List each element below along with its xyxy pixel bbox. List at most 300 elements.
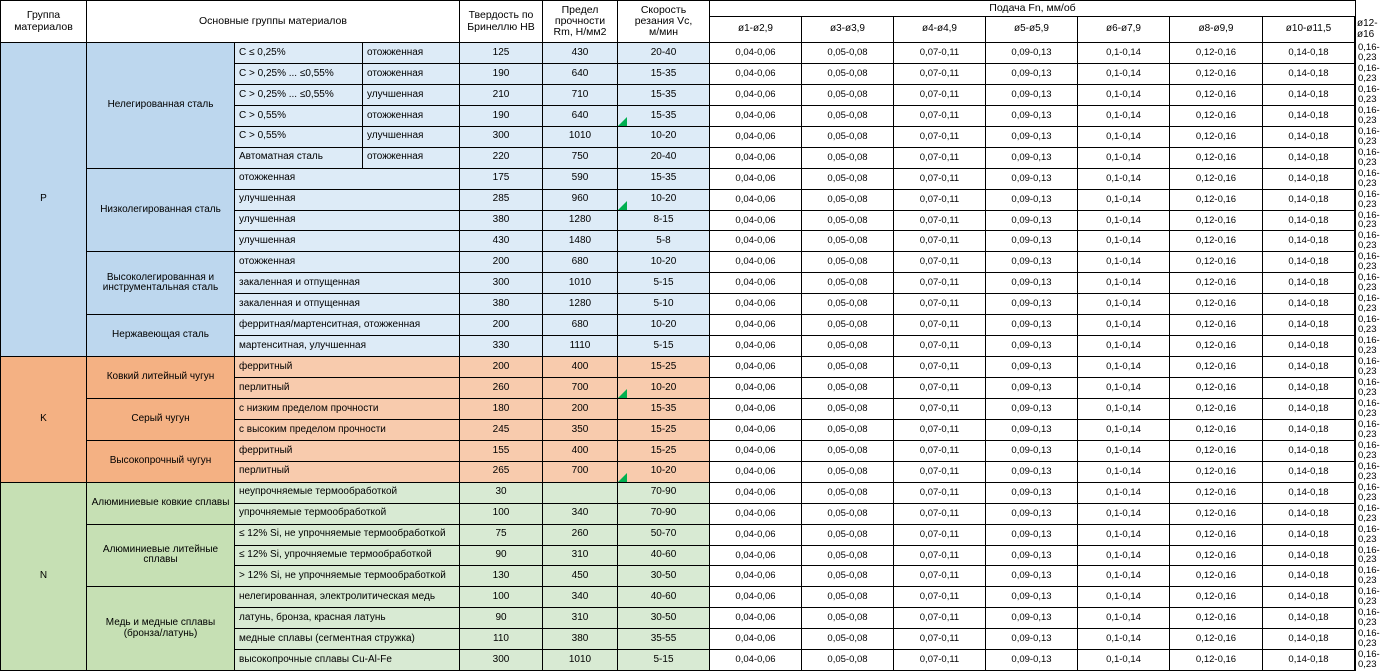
feed-value-col-1: 0,04-0,06 — [710, 189, 802, 210]
feed-value-col-5: 0,1-0,14 — [1078, 84, 1170, 105]
strength-value: 750 — [543, 147, 618, 168]
material-description: ферритный — [235, 357, 460, 378]
feed-value-col-5: 0,1-0,14 — [1078, 629, 1170, 650]
strength-value: 340 — [543, 587, 618, 608]
feed-value-col-6: 0,12-0,16 — [1170, 587, 1263, 608]
strength-value: 380 — [543, 629, 618, 650]
feed-value-col-2: 0,05-0,08 — [802, 650, 894, 671]
material-group-name: Нержавеющая сталь — [87, 315, 235, 357]
feed-value-col-3: 0,07-0,11 — [894, 294, 986, 315]
table-row — [1, 482, 1356, 503]
cutting-speed-value: 15-25 — [618, 419, 710, 440]
feed-value-col-3: 0,07-0,11 — [894, 461, 986, 482]
hardness-value: 430 — [460, 231, 543, 252]
hardness-value: 200 — [460, 315, 543, 336]
feed-value-col-4: 0,09-0,13 — [986, 587, 1078, 608]
feed-value-col-2: 0,05-0,08 — [802, 461, 894, 482]
group-code-k: K — [1, 357, 87, 483]
feed-value-col-6: 0,12-0,16 — [1170, 294, 1263, 315]
material-description: с низким пределом прочности — [235, 398, 460, 419]
material-description: закаленная и отпущенная — [235, 273, 460, 294]
cutting-speed-value: 40-60 — [618, 587, 710, 608]
strength-value: 340 — [543, 503, 618, 524]
feed-value-col-5: 0,1-0,14 — [1078, 378, 1170, 399]
material-description: C > 0,55% — [235, 105, 363, 126]
feed-value-col-8: 0,16-0,23 — [1355, 440, 1356, 461]
cutting-speed-value: 30-50 — [618, 608, 710, 629]
material-condition: отожженная — [363, 43, 460, 64]
feed-value-col-5: 0,1-0,14 — [1078, 273, 1170, 294]
material-description: высокопрочные сплавы Cu-Al-Fe — [235, 650, 460, 671]
material-condition: улучшенная — [363, 84, 460, 105]
feed-value-col-4: 0,09-0,13 — [986, 419, 1078, 440]
feed-value-col-2: 0,05-0,08 — [802, 147, 894, 168]
feed-value-col-4: 0,09-0,13 — [986, 398, 1078, 419]
feed-value-col-4: 0,09-0,13 — [986, 566, 1078, 587]
material-description: улучшенная — [235, 210, 460, 231]
feed-value-col-3: 0,07-0,11 — [894, 84, 986, 105]
hardness-value: 175 — [460, 168, 543, 189]
feed-value-col-7: 0,14-0,18 — [1263, 210, 1355, 231]
feed-value-col-7: 0,14-0,18 — [1263, 43, 1355, 64]
header-hardness — [460, 1, 543, 43]
feed-value-col-2: 0,05-0,08 — [802, 566, 894, 587]
header-main-groups: Основные группы материалов — [87, 1, 460, 43]
cutting-speed-value: 5-10 — [618, 294, 710, 315]
feed-value-col-8: 0,16-0,23 — [1355, 587, 1356, 608]
cutting-speed-value: 5-15 — [618, 273, 710, 294]
feed-value-col-3: 0,07-0,11 — [894, 419, 986, 440]
feed-value-col-6: 0,12-0,16 — [1170, 503, 1263, 524]
feed-value-col-4: 0,09-0,13 — [986, 43, 1078, 64]
feed-value-col-7: 0,14-0,18 — [1263, 378, 1355, 399]
feed-value-col-7: 0,14-0,18 — [1263, 440, 1355, 461]
strength-value: 400 — [543, 440, 618, 461]
feed-value-col-5: 0,1-0,14 — [1078, 294, 1170, 315]
header-feed-col-1: ø1-ø2,9 — [710, 17, 802, 43]
hardness-value: 260 — [460, 378, 543, 399]
header-strength-l2: прочности — [554, 15, 606, 27]
feed-value-col-5: 0,1-0,14 — [1078, 231, 1170, 252]
feed-value-col-5: 0,1-0,14 — [1078, 315, 1170, 336]
feed-value-col-3: 0,07-0,11 — [894, 126, 986, 147]
feed-value-col-4: 0,09-0,13 — [986, 357, 1078, 378]
feed-value-col-8: 0,16-0,23 — [1355, 336, 1356, 357]
feed-value-col-1: 0,04-0,06 — [710, 650, 802, 671]
feed-value-col-7: 0,14-0,18 — [1263, 461, 1355, 482]
feed-value-col-8: 0,16-0,23 — [1355, 63, 1356, 84]
material-description: ≤ 12% Si, не упрочняемые термообработкой — [235, 524, 460, 545]
hardness-value: 380 — [460, 210, 543, 231]
feed-value-col-4: 0,09-0,13 — [986, 189, 1078, 210]
feed-value-col-3: 0,07-0,11 — [894, 168, 986, 189]
feed-value-col-2: 0,05-0,08 — [802, 210, 894, 231]
feed-value-col-7: 0,14-0,18 — [1263, 84, 1355, 105]
feed-value-col-8: 0,16-0,23 — [1355, 524, 1356, 545]
header-feed-col-3: ø4-ø4,9 — [894, 17, 986, 43]
feed-value-col-5: 0,1-0,14 — [1078, 210, 1170, 231]
feed-value-col-6: 0,12-0,16 — [1170, 315, 1263, 336]
material-condition: отожженная — [363, 63, 460, 84]
feed-value-col-6: 0,12-0,16 — [1170, 419, 1263, 440]
feed-value-col-7: 0,14-0,18 — [1263, 147, 1355, 168]
feed-value-col-8: 0,16-0,23 — [1355, 43, 1356, 64]
feed-value-col-7: 0,14-0,18 — [1263, 273, 1355, 294]
cutting-speed-value: 30-50 — [618, 566, 710, 587]
header-group-materials — [1, 1, 87, 43]
header-hardness-l1: Твердость по — [468, 9, 534, 22]
feed-value-col-6: 0,12-0,16 — [1170, 252, 1263, 273]
material-condition: улучшенная — [363, 126, 460, 147]
group-code-p: P — [1, 43, 87, 357]
hardness-value: 300 — [460, 273, 543, 294]
feed-value-col-3: 0,07-0,11 — [894, 440, 986, 461]
feed-value-col-8: 0,16-0,23 — [1355, 378, 1356, 399]
feed-value-col-4: 0,09-0,13 — [986, 524, 1078, 545]
table-row — [1, 168, 1356, 189]
feed-value-col-4: 0,09-0,13 — [986, 147, 1078, 168]
cutting-speed-value: 5-15 — [618, 336, 710, 357]
header-strength-l3: Rm, Н/мм2 — [553, 26, 607, 39]
feed-value-col-4: 0,09-0,13 — [986, 105, 1078, 126]
feed-value-col-6: 0,12-0,16 — [1170, 231, 1263, 252]
table-row — [1, 398, 1356, 419]
feed-value-col-2: 0,05-0,08 — [802, 608, 894, 629]
feed-value-col-7: 0,14-0,18 — [1263, 398, 1355, 419]
hardness-value: 125 — [460, 43, 543, 64]
hardness-value: 200 — [460, 252, 543, 273]
feed-value-col-2: 0,05-0,08 — [802, 105, 894, 126]
feed-value-col-8: 0,16-0,23 — [1355, 629, 1356, 650]
feed-value-col-1: 0,04-0,06 — [710, 398, 802, 419]
cutting-speed-value: 10-20 — [618, 126, 710, 147]
cutting-speed-value: 8-15 — [618, 210, 710, 231]
strength-value: 710 — [543, 84, 618, 105]
feed-value-col-8: 0,16-0,23 — [1355, 168, 1356, 189]
feed-value-col-3: 0,07-0,11 — [894, 63, 986, 84]
feed-value-col-8: 0,16-0,23 — [1355, 84, 1356, 105]
cutting-speed-value: 10-20 — [618, 189, 710, 210]
feed-value-col-6: 0,12-0,16 — [1170, 43, 1263, 64]
material-group-name: Медь и медные сплавы (бронза/латунь) — [87, 587, 235, 671]
strength-value: 260 — [543, 524, 618, 545]
feed-value-col-7: 0,14-0,18 — [1263, 419, 1355, 440]
material-group-name: Серый чугун — [87, 398, 235, 440]
feed-value-col-5: 0,1-0,14 — [1078, 566, 1170, 587]
feed-value-col-6: 0,12-0,16 — [1170, 566, 1263, 587]
cutting-speed-value: 5-15 — [618, 650, 710, 671]
feed-value-col-2: 0,05-0,08 — [802, 503, 894, 524]
cutting-speed-value: 35-55 — [618, 629, 710, 650]
strength-value: 310 — [543, 545, 618, 566]
feed-value-col-3: 0,07-0,11 — [894, 210, 986, 231]
feed-value-col-2: 0,05-0,08 — [802, 231, 894, 252]
strength-value: 400 — [543, 357, 618, 378]
feed-value-col-1: 0,04-0,06 — [710, 273, 802, 294]
feed-value-col-3: 0,07-0,11 — [894, 650, 986, 671]
table-row — [1, 252, 1356, 273]
cutting-speed-value: 5-8 — [618, 231, 710, 252]
header-feed-col-6: ø8-ø9,9 — [1170, 17, 1263, 43]
feed-value-col-8: 0,16-0,23 — [1355, 398, 1356, 419]
feed-value-col-8: 0,16-0,23 — [1355, 273, 1356, 294]
feed-value-col-7: 0,14-0,18 — [1263, 294, 1355, 315]
table-header — [1, 1, 1378, 43]
hardness-value: 180 — [460, 398, 543, 419]
feed-value-col-3: 0,07-0,11 — [894, 503, 986, 524]
feed-value-col-8: 0,16-0,23 — [1355, 650, 1356, 671]
feed-value-col-8: 0,16-0,23 — [1355, 419, 1356, 440]
feed-value-col-7: 0,14-0,18 — [1263, 566, 1355, 587]
material-description: C > 0,25% ... ≤0,55% — [235, 63, 363, 84]
hardness-value: 265 — [460, 461, 543, 482]
hardness-value: 130 — [460, 566, 543, 587]
strength-value: 450 — [543, 566, 618, 587]
feed-value-col-3: 0,07-0,11 — [894, 608, 986, 629]
feed-value-col-8: 0,16-0,23 — [1355, 147, 1356, 168]
feed-value-col-2: 0,05-0,08 — [802, 63, 894, 84]
table-row — [1, 43, 1356, 64]
feed-value-col-6: 0,12-0,16 — [1170, 650, 1263, 671]
feed-value-col-3: 0,07-0,11 — [894, 524, 986, 545]
material-description: с высоким пределом прочности — [235, 419, 460, 440]
material-group-name: Алюминиевые литейные сплавы — [87, 524, 235, 587]
feed-value-col-3: 0,07-0,11 — [894, 629, 986, 650]
material-description: Автоматная сталь — [235, 147, 363, 168]
cutting-speed-value: 15-25 — [618, 357, 710, 378]
strength-value: 960 — [543, 189, 618, 210]
feed-value-col-6: 0,12-0,16 — [1170, 210, 1263, 231]
strength-value: 700 — [543, 461, 618, 482]
feed-value-col-7: 0,14-0,18 — [1263, 482, 1355, 503]
feed-value-col-3: 0,07-0,11 — [894, 252, 986, 273]
feed-value-col-2: 0,05-0,08 — [802, 378, 894, 399]
cutting-speed-value: 10-20 — [618, 315, 710, 336]
hardness-value: 110 — [460, 629, 543, 650]
header-feed-title: Подача Fn, мм/об — [710, 1, 1356, 17]
hardness-value: 190 — [460, 63, 543, 84]
strength-value: 1010 — [543, 126, 618, 147]
feed-value-col-4: 0,09-0,13 — [986, 252, 1078, 273]
feed-value-col-3: 0,07-0,11 — [894, 315, 986, 336]
feed-value-col-1: 0,04-0,06 — [710, 126, 802, 147]
strength-value: 200 — [543, 398, 618, 419]
feed-value-col-8: 0,16-0,23 — [1355, 503, 1356, 524]
feed-value-col-6: 0,12-0,16 — [1170, 189, 1263, 210]
feed-value-col-1: 0,04-0,06 — [710, 105, 802, 126]
feed-value-col-1: 0,04-0,06 — [710, 566, 802, 587]
material-group-name: Нелегированная сталь — [87, 43, 235, 169]
feed-value-col-6: 0,12-0,16 — [1170, 357, 1263, 378]
feed-value-col-3: 0,07-0,11 — [894, 587, 986, 608]
feed-value-col-6: 0,12-0,16 — [1170, 273, 1263, 294]
feed-value-col-2: 0,05-0,08 — [802, 587, 894, 608]
material-description: закаленная и отпущенная — [235, 294, 460, 315]
feed-value-col-5: 0,1-0,14 — [1078, 608, 1170, 629]
feed-value-col-1: 0,04-0,06 — [710, 43, 802, 64]
feed-value-col-3: 0,07-0,11 — [894, 378, 986, 399]
feed-value-col-4: 0,09-0,13 — [986, 273, 1078, 294]
material-group-name: Ковкий литейный чугун — [87, 357, 235, 399]
feed-value-col-6: 0,12-0,16 — [1170, 482, 1263, 503]
feed-value-col-4: 0,09-0,13 — [986, 84, 1078, 105]
feed-value-col-8: 0,16-0,23 — [1355, 461, 1356, 482]
feed-value-col-6: 0,12-0,16 — [1170, 168, 1263, 189]
feed-value-col-1: 0,04-0,06 — [710, 294, 802, 315]
feed-value-col-4: 0,09-0,13 — [986, 294, 1078, 315]
feed-value-col-7: 0,14-0,18 — [1263, 336, 1355, 357]
feed-value-col-4: 0,09-0,13 — [986, 336, 1078, 357]
cutting-speed-value: 70-90 — [618, 503, 710, 524]
feed-value-col-5: 0,1-0,14 — [1078, 650, 1170, 671]
feed-value-col-5: 0,1-0,14 — [1078, 126, 1170, 147]
feed-value-col-1: 0,04-0,06 — [710, 419, 802, 440]
feed-value-col-4: 0,09-0,13 — [986, 545, 1078, 566]
feed-value-col-1: 0,04-0,06 — [710, 147, 802, 168]
cutting-speed-value: 70-90 — [618, 482, 710, 503]
feed-value-col-3: 0,07-0,11 — [894, 566, 986, 587]
cutting-speed-value: 15-35 — [618, 168, 710, 189]
strength-value: 590 — [543, 168, 618, 189]
feed-value-col-5: 0,1-0,14 — [1078, 63, 1170, 84]
feed-value-col-7: 0,14-0,18 — [1263, 650, 1355, 671]
feed-value-col-7: 0,14-0,18 — [1263, 629, 1355, 650]
feed-value-col-6: 0,12-0,16 — [1170, 461, 1263, 482]
feed-value-col-8: 0,16-0,23 — [1355, 126, 1356, 147]
feed-value-col-2: 0,05-0,08 — [802, 629, 894, 650]
hardness-value: 300 — [460, 126, 543, 147]
feed-value-col-2: 0,05-0,08 — [802, 294, 894, 315]
feed-value-col-6: 0,12-0,16 — [1170, 524, 1263, 545]
feed-value-col-2: 0,05-0,08 — [802, 419, 894, 440]
material-description: перлитный — [235, 378, 460, 399]
feed-value-col-8: 0,16-0,23 — [1355, 545, 1356, 566]
feed-value-col-1: 0,04-0,06 — [710, 168, 802, 189]
feed-value-col-7: 0,14-0,18 — [1263, 63, 1355, 84]
feed-value-col-7: 0,14-0,18 — [1263, 587, 1355, 608]
feed-value-col-1: 0,04-0,06 — [710, 608, 802, 629]
strength-value: 1280 — [543, 294, 618, 315]
feed-value-col-1: 0,04-0,06 — [710, 461, 802, 482]
hardness-value: 155 — [460, 440, 543, 461]
feed-value-col-7: 0,14-0,18 — [1263, 168, 1355, 189]
feed-value-col-5: 0,1-0,14 — [1078, 503, 1170, 524]
feed-value-col-1: 0,04-0,06 — [710, 231, 802, 252]
feed-value-col-1: 0,04-0,06 — [710, 587, 802, 608]
feed-value-col-6: 0,12-0,16 — [1170, 84, 1263, 105]
feed-value-col-1: 0,04-0,06 — [710, 629, 802, 650]
hardness-value: 300 — [460, 650, 543, 671]
feed-value-col-1: 0,04-0,06 — [710, 336, 802, 357]
feed-value-col-4: 0,09-0,13 — [986, 440, 1078, 461]
feed-value-col-6: 0,12-0,16 — [1170, 545, 1263, 566]
hardness-value: 285 — [460, 189, 543, 210]
feed-value-col-4: 0,09-0,13 — [986, 63, 1078, 84]
feed-value-col-7: 0,14-0,18 — [1263, 608, 1355, 629]
strength-value: 1110 — [543, 336, 618, 357]
feed-value-col-2: 0,05-0,08 — [802, 545, 894, 566]
header-feed-col-2: ø3-ø3,9 — [802, 17, 894, 43]
feed-value-col-3: 0,07-0,11 — [894, 545, 986, 566]
material-description: нелегированная, электролитическая медь — [235, 587, 460, 608]
feed-value-col-8: 0,16-0,23 — [1355, 252, 1356, 273]
header-speed-l3: м/мин — [648, 26, 679, 39]
feed-value-col-5: 0,1-0,14 — [1078, 440, 1170, 461]
feed-value-col-4: 0,09-0,13 — [986, 608, 1078, 629]
material-description: мартенситная, улучшенная — [235, 336, 460, 357]
material-description: ≤ 12% Si, упрочняемые термообработкой — [235, 545, 460, 566]
table-row — [1, 587, 1356, 608]
table-body — [1, 42, 1380, 671]
feed-value-col-6: 0,12-0,16 — [1170, 440, 1263, 461]
feed-value-col-3: 0,07-0,11 — [894, 43, 986, 64]
feed-value-col-8: 0,16-0,23 — [1355, 357, 1356, 378]
hardness-value: 190 — [460, 105, 543, 126]
header-feed-col-8: ø12-ø16 — [1355, 17, 1356, 43]
header-row-1 — [1, 1, 1356, 17]
material-condition: отожженная — [363, 105, 460, 126]
feed-value-col-3: 0,07-0,11 — [894, 398, 986, 419]
header-feed-col-7: ø10-ø11,5 — [1263, 17, 1355, 43]
hardness-value: 380 — [460, 294, 543, 315]
feed-value-col-5: 0,1-0,14 — [1078, 587, 1170, 608]
material-description: отожженная — [235, 252, 460, 273]
feed-value-col-6: 0,12-0,16 — [1170, 629, 1263, 650]
feed-value-col-2: 0,05-0,08 — [802, 482, 894, 503]
header-feed-col-5: ø6-ø7,9 — [1078, 17, 1170, 43]
feed-value-col-6: 0,12-0,16 — [1170, 336, 1263, 357]
feed-value-col-1: 0,04-0,06 — [710, 315, 802, 336]
material-description: C ≤ 0,25% — [235, 43, 363, 64]
material-description: латунь, бронза, красная латунь — [235, 608, 460, 629]
feed-value-col-5: 0,1-0,14 — [1078, 43, 1170, 64]
feed-value-col-2: 0,05-0,08 — [802, 43, 894, 64]
feed-value-col-5: 0,1-0,14 — [1078, 147, 1170, 168]
hardness-value: 330 — [460, 336, 543, 357]
feed-value-col-7: 0,14-0,18 — [1263, 252, 1355, 273]
feed-value-col-3: 0,07-0,11 — [894, 336, 986, 357]
material-group-name: Высоколегированная и инструментальная сталь — [87, 252, 235, 315]
feed-value-col-3: 0,07-0,11 — [894, 189, 986, 210]
feed-value-col-3: 0,07-0,11 — [894, 357, 986, 378]
material-description: упрочняемые термообработкой — [235, 503, 460, 524]
strength-value: 1280 — [543, 210, 618, 231]
feed-value-col-2: 0,05-0,08 — [802, 357, 894, 378]
feed-value-col-8: 0,16-0,23 — [1355, 189, 1356, 210]
feed-value-col-4: 0,09-0,13 — [986, 126, 1078, 147]
feed-value-col-5: 0,1-0,14 — [1078, 419, 1170, 440]
feed-value-col-2: 0,05-0,08 — [802, 273, 894, 294]
table-row — [1, 440, 1356, 461]
feed-value-col-8: 0,16-0,23 — [1355, 210, 1356, 231]
hardness-value: 90 — [460, 608, 543, 629]
feed-value-col-5: 0,1-0,14 — [1078, 189, 1170, 210]
feed-value-col-7: 0,14-0,18 — [1263, 231, 1355, 252]
cutting-speed-value: 10-20 — [618, 252, 710, 273]
feed-value-col-7: 0,14-0,18 — [1263, 105, 1355, 126]
feed-value-col-2: 0,05-0,08 — [802, 336, 894, 357]
feed-value-col-2: 0,05-0,08 — [802, 189, 894, 210]
header-cutting-speed — [618, 1, 710, 43]
feed-value-col-6: 0,12-0,16 — [1170, 105, 1263, 126]
feed-value-col-3: 0,07-0,11 — [894, 231, 986, 252]
hardness-value: 100 — [460, 587, 543, 608]
feed-value-col-1: 0,04-0,06 — [710, 210, 802, 231]
feed-value-col-5: 0,1-0,14 — [1078, 398, 1170, 419]
strength-value: 640 — [543, 105, 618, 126]
cutting-speed-value: 20-40 — [618, 43, 710, 64]
feed-value-col-7: 0,14-0,18 — [1263, 357, 1355, 378]
